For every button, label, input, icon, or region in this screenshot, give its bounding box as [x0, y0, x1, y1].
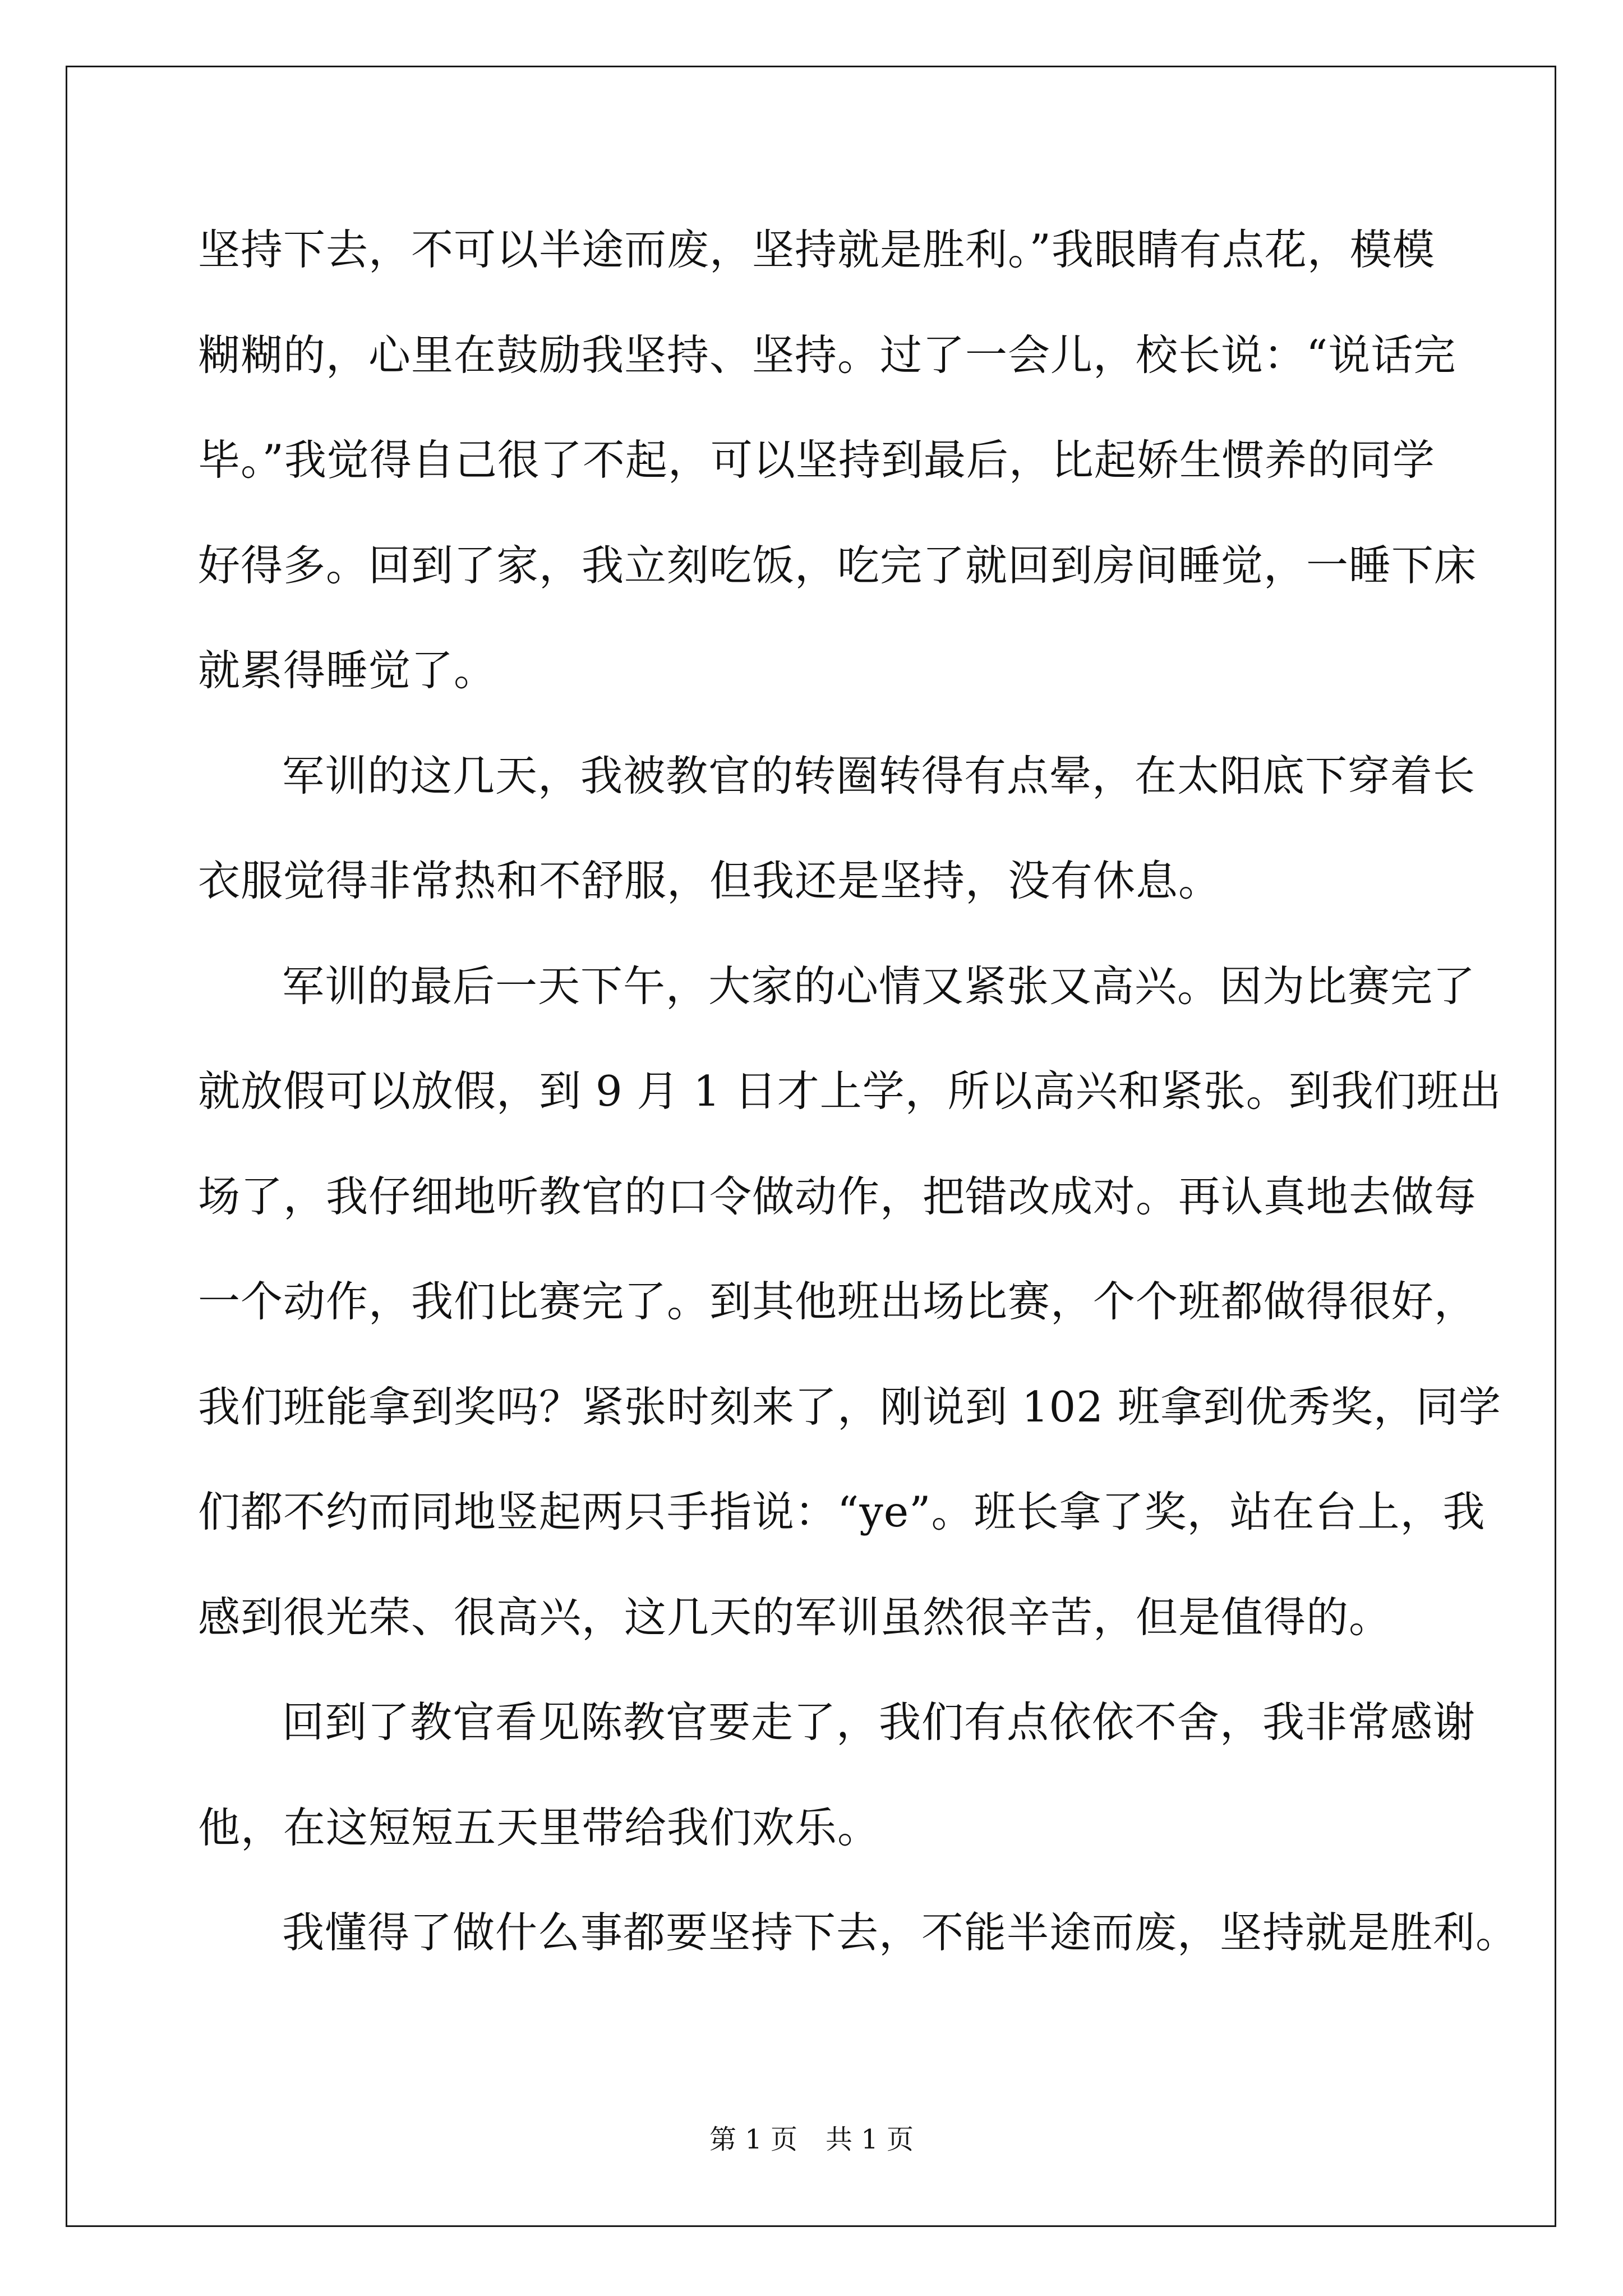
text-line: 感到很光荣、很高兴，这几天的军训虽然很辛苦，但是值得的。 — [198, 1592, 1392, 1642]
text-line: 糊糊的，心里在鼓励我坚持、坚持。过了一会儿，校长说：“说话完 — [198, 330, 1456, 380]
page-number-current: 第 1 页 — [709, 2124, 797, 2155]
text-line: 们都不约而同地竖起两只手指说：“ye”。班长拿了奖，站在台上，我 — [198, 1487, 1486, 1536]
text-line: 一个动作，我们比赛完了。到其他班出场比赛，个个班都做得很好， — [198, 1277, 1477, 1326]
paragraph-first-line: 军训的这几天，我被教官的转圈转得有点晕，在太阳底下穿着长 — [282, 751, 1476, 800]
text-line: 就累得睡觉了。 — [198, 646, 497, 695]
paragraph-first-line: 我懂得了做什么事都要坚持下去，不能半途而废，坚持就是胜利。 — [282, 1908, 1519, 1957]
text-line: 他，在这短短五天里带给我们欢乐。 — [198, 1802, 880, 1852]
paragraph-first-line: 回到了教官看见陈教官要走了，我们有点依依不舍，我非常感谢 — [282, 1697, 1476, 1747]
text-line: 我们班能拿到奖吗？紧张时刻来了，刚说到 102 班拿到优秀奖，同学 — [198, 1382, 1501, 1432]
text-line: 就放假可以放假，到 9 月 1 日才上学，所以高兴和紧张。到我们班出 — [198, 1066, 1502, 1116]
document-body — [198, 197, 1519, 1986]
page-number-total: 共 1 页 — [826, 2124, 914, 2155]
text-line: 好得多。回到了家，我立刻吃饭，吃完了就回到房间睡觉，一睡下床 — [198, 540, 1477, 590]
text-line: 场了，我仔细地听教官的口令做动作，把错改成对。再认真地去做每 — [198, 1171, 1477, 1221]
text-line: 毕。”我觉得自己很了不起，可以坚持到最后，比起娇生惯养的同学 — [198, 435, 1435, 485]
text-line: 坚持下去，不可以半途而废，坚持就是胜利。”我眼睛有点花，模模 — [198, 225, 1435, 274]
page-footer — [0, 2123, 1623, 2156]
text-line: 衣服觉得非常热和不舒服，但我还是坚持，没有休息。 — [198, 856, 1221, 905]
paragraph-first-line: 军训的最后一天下午，大家的心情又紧张又高兴。因为比赛完了 — [282, 961, 1476, 1011]
